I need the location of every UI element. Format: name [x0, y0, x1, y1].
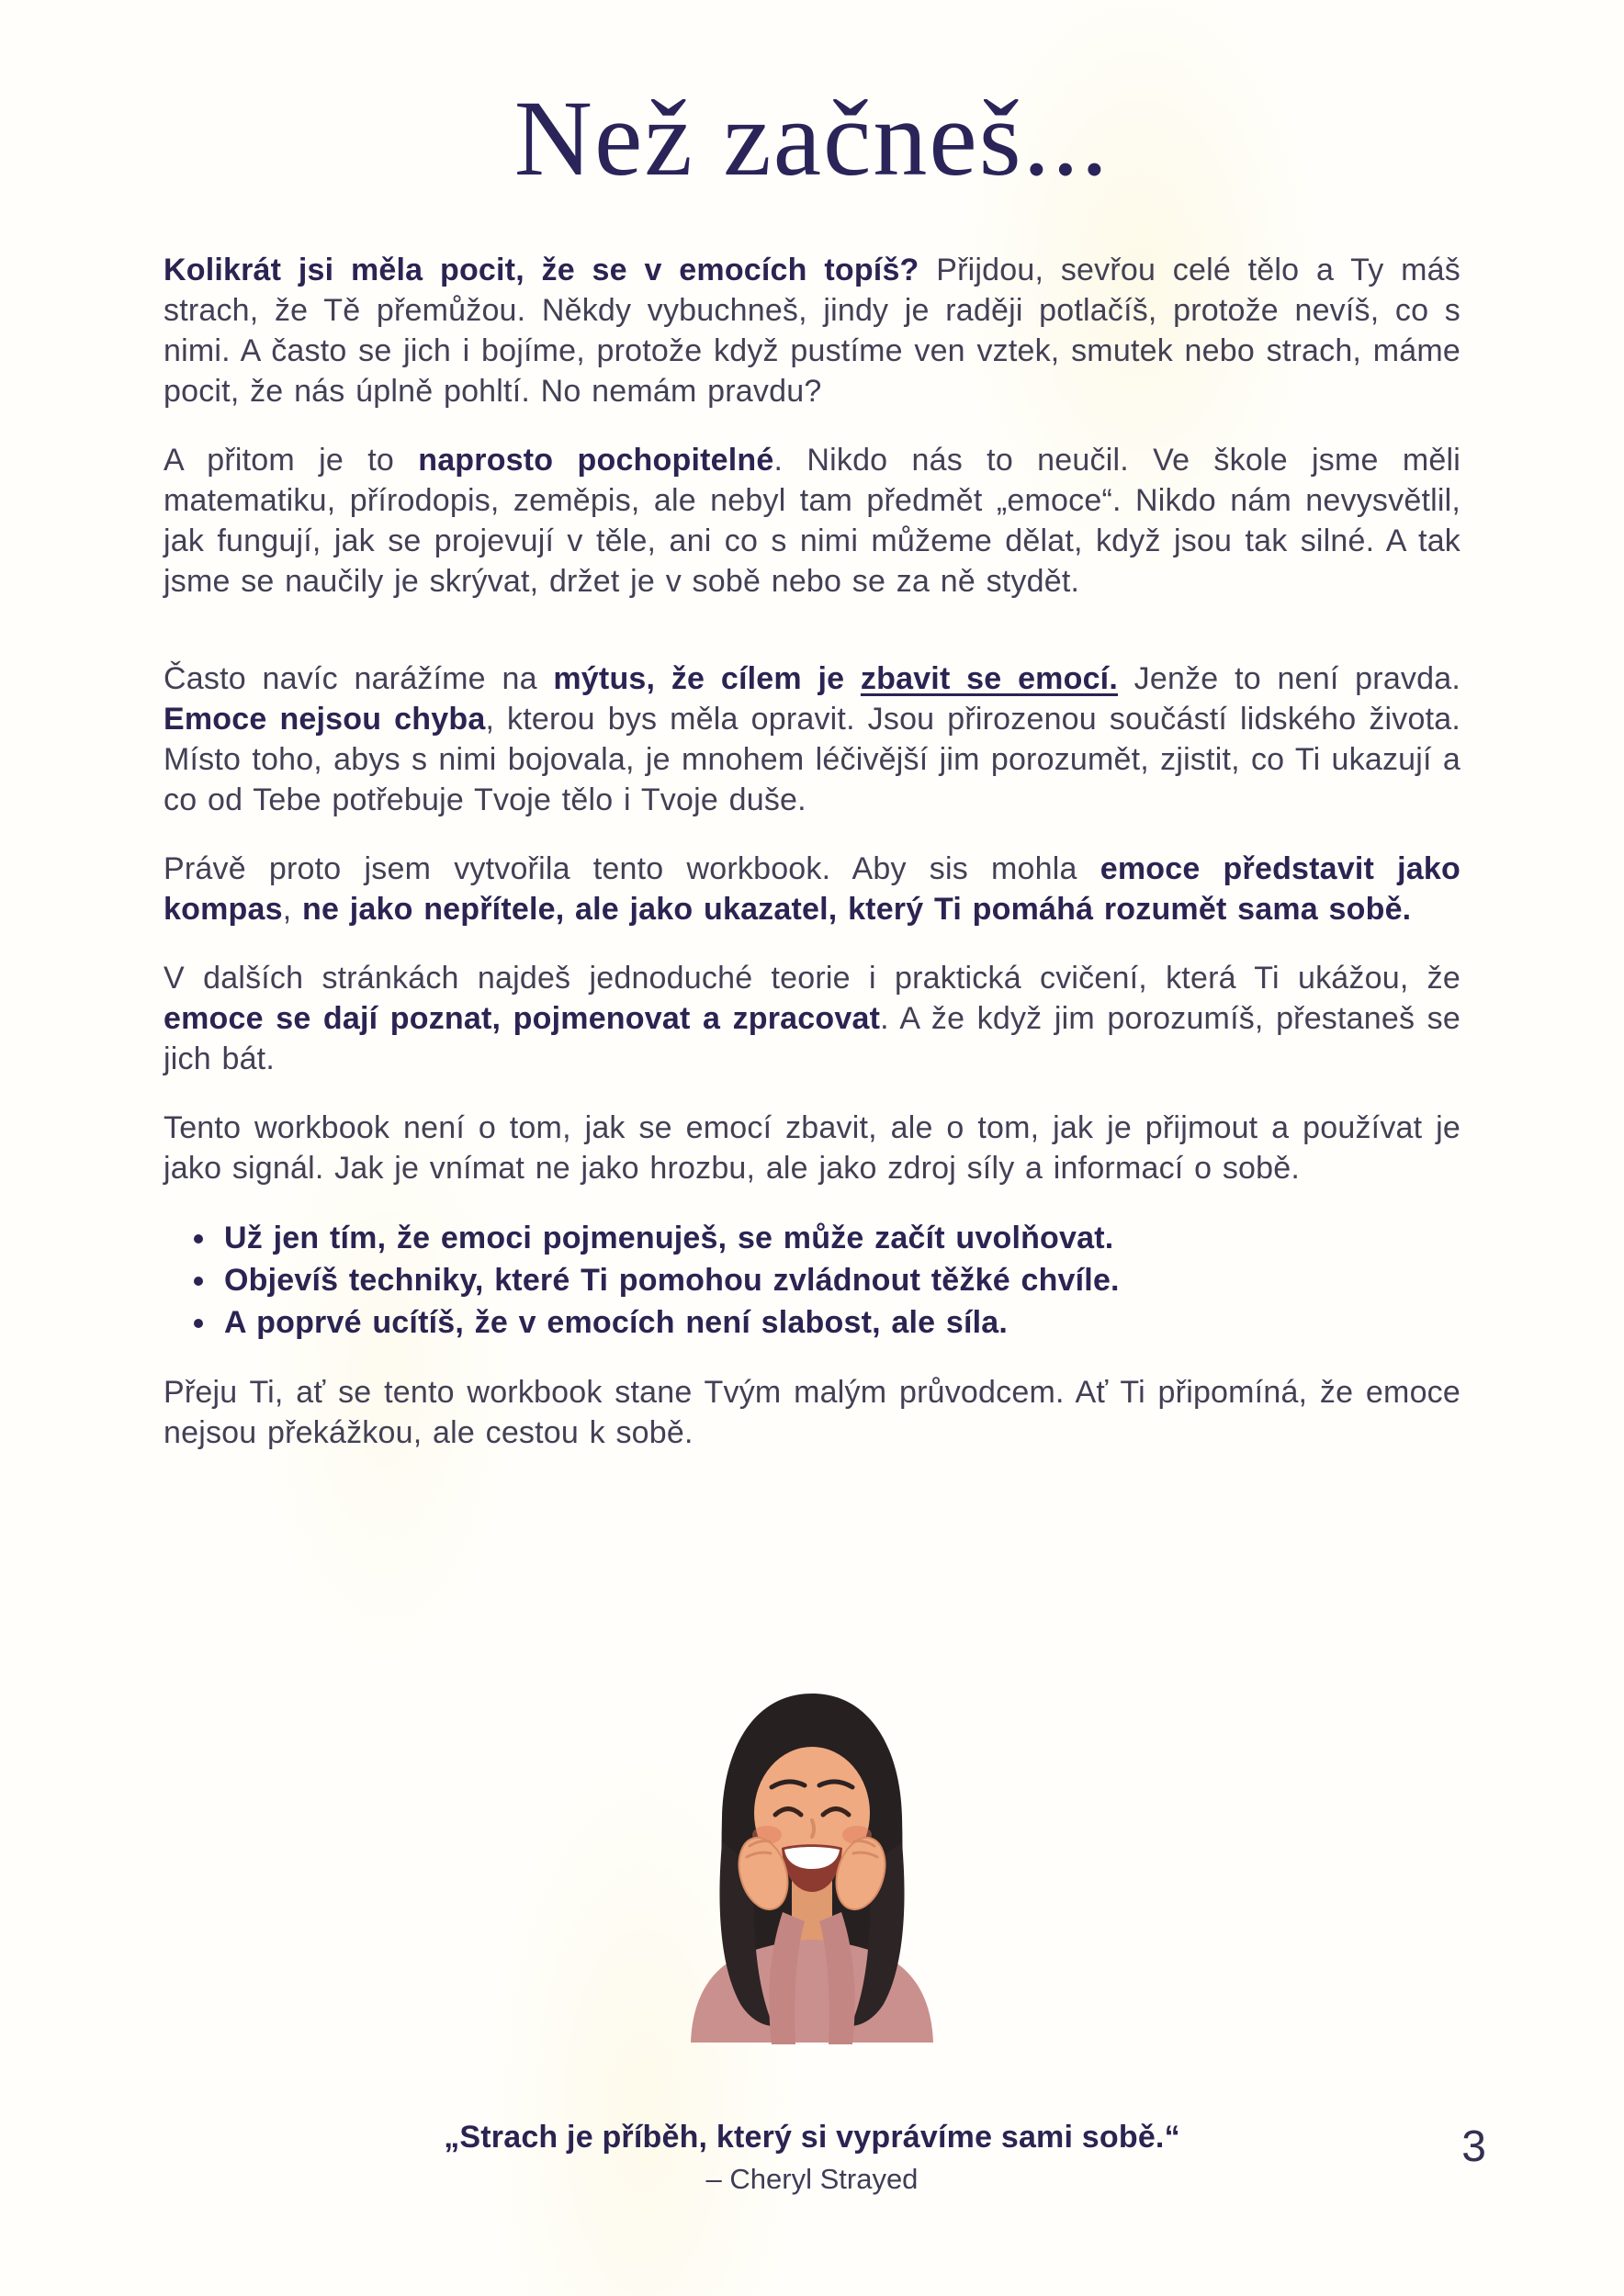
- smiling-woman-illustration: [665, 1686, 959, 2044]
- bullet-item: • Už jen tím, že emoci pojmenuješ, se může začít uvolňovat.: [219, 1217, 1460, 1259]
- body-text: Přijdou, sevřou celé tělo a Ty máš strach, že Tě přemůžou. Někdy vybuchneš, jindy je raději potlačíš, protože nevíš, co s nimi. A často se jich i bojíme, protože když pustíme ven vztek, smutek nebo strach, máme pocit, že nás úplně pohltí. No nemám pravdu?: [164, 252, 1460, 409]
- emphasis-text: Kolikrát jsi měla pocit, že se v emocích topíš?: [164, 252, 919, 287]
- paragraph: [164, 1108, 1460, 1188]
- emphasis-text: emoce se dají poznat, pojmenovat a zpracovat: [164, 1000, 881, 1036]
- page-number: 3: [1461, 2122, 1486, 2171]
- emphasis-text: ne jako nepřítele, ale jako ukazatel, který Ti pomáhá rozumět sama sobě.: [302, 891, 1412, 927]
- emphasis-text: Emoce nejsou chyba: [164, 701, 486, 737]
- paragraph: [164, 440, 1460, 602]
- paragraph: [164, 658, 1460, 820]
- paragraph: [164, 849, 1460, 929]
- emphasis-text: naprosto pochopitelné: [418, 442, 774, 478]
- emphasis-text: zbavit se emocí.: [860, 660, 1118, 696]
- body-text: Přeju Ti, ať se tento workbook stane Tvým malým průvodcem. Ať Ti připomíná, že emoce nejsou překážkou, ale cestou k sobě.: [164, 1374, 1460, 1450]
- emphasis-text: mýtus, že cílem je: [553, 660, 861, 696]
- body-text: V dalších stránkách najdeš jednoduché teorie i praktická cvičení, která Ti ukážou, že: [164, 960, 1460, 996]
- body-text: . Nikdo nás to neučil. Ve škole jsme měli matematiku, přírodopis, zeměpis, ale nebyl tam předmět „emoce“. Nikdo nám nevysvětlil, jak fungují, jak se projevují v těle, ani co s nimi můžeme dělat, když jsou tak silné. A tak jsme se naučily je skrývat, držet je v sobě nebo se za ně stydět.: [164, 442, 1461, 599]
- body-text: Často navíc narážíme na: [164, 660, 554, 696]
- bullet-list: [164, 1217, 1460, 1344]
- nose: [812, 1820, 814, 1837]
- bullet-item: • A poprvé ucítíš, že v emocích není slabost, ale síla.: [219, 1301, 1460, 1344]
- page-title: Než začneš...: [513, 78, 1111, 198]
- body-text: Tento workbook není o tom, jak se emocí zbavit, ale o tom, jak je přijmout a používat je jako signál. Jak je vnímat ne jako hrozbu, ale jako zdroj síly a informací o sobě.: [164, 1109, 1460, 1186]
- body-text: , kterou bys měla opravit. Jsou přirozenou součástí lidského života. Místo toho, abys s nimi bojovala, je mnohem léčivější jim porozumět, zjistit, co Ti ukazují a co od Tebe potřebuje Tvoje tělo i Tvoje duše.: [164, 701, 1460, 817]
- bullet-item: • Objevíš techniky, které Ti pomohou zvládnout těžké chvíle.: [219, 1259, 1460, 1301]
- body-text: . A že když jim porozumíš, přestaneš se jich bát.: [164, 1000, 1460, 1076]
- body-text: A přitom je to: [164, 442, 419, 478]
- paragraph: [164, 958, 1460, 1079]
- footer-quote: „Strach je příběh, který si vyprávíme sami sobě.“: [444, 2120, 1180, 2155]
- quote-attribution: – Cheryl Strayed: [705, 2163, 919, 2195]
- woman-illustration: [665, 1686, 959, 2044]
- body-content: [164, 250, 1460, 1453]
- body-text: ,: [282, 891, 302, 927]
- emphasis-text: emoce představit jako kompas: [164, 850, 1460, 927]
- footer: [0, 2120, 1624, 2196]
- body-text: Jenže to není pravda.: [1117, 660, 1460, 696]
- paragraph: [164, 1372, 1460, 1453]
- body-text: Právě proto jsem vytvořila tento workbook. Aby sis mohla: [164, 850, 1100, 886]
- paragraph: [164, 250, 1460, 411]
